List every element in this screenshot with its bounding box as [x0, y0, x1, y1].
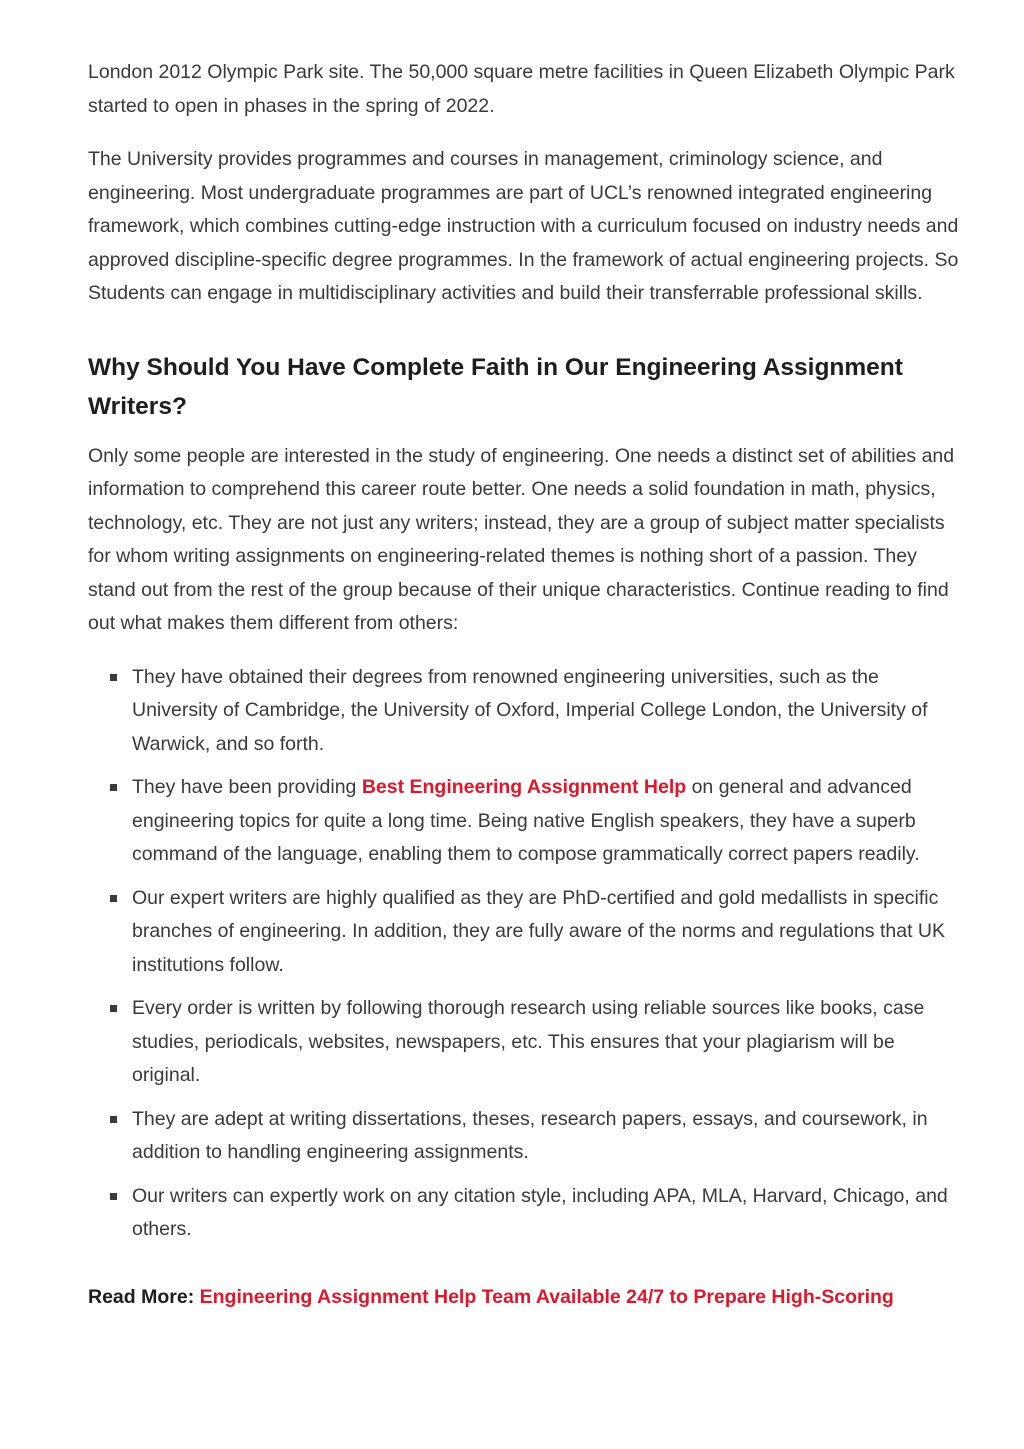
square-bullet-icon: [110, 1193, 117, 1200]
read-more-link[interactable]: Engineering Assignment Help Team Available 24/7 to Prepare High-Scoring: [199, 1285, 894, 1308]
qualities-list: [88, 661, 968, 1247]
square-bullet-icon: [110, 1005, 117, 1012]
square-bullet-icon: [110, 784, 117, 791]
list-item: [88, 1180, 968, 1247]
list-item-text: Our writers can expertly work on any citation style, including APA, MLA, Harvard, Chicago, and others.: [132, 1184, 948, 1240]
read-more-label: Read More:: [88, 1285, 200, 1308]
read-more: [88, 1281, 968, 1315]
list-item-text: They have obtained their degrees from renowned engineering universities, such as the University of Cambridge, the University of Oxford, Imperial College London, the University of Warwick, and so forth.: [132, 665, 928, 755]
intro-paragraph-1: London 2012 Olympic Park site. The 50,000 square metre facilities in Queen Elizabeth Olympic Park started to open in phases in the spring of 2022.: [88, 61, 955, 117]
list-item-text: Our expert writers are highly qualified as they are PhD-certified and gold medallists in specific branches of engineering. In addition, they are fully aware of the norms and regulations that UK institutions follow.: [132, 886, 945, 976]
list-item-text-before: They have been providing: [132, 776, 362, 798]
section-heading: Why Should You Have Complete Faith in Our Engineering Assignment Writers?: [88, 353, 903, 420]
list-item: [88, 882, 968, 983]
list-item: [88, 992, 968, 1093]
square-bullet-icon: [110, 895, 117, 902]
best-engineering-assignment-help-link[interactable]: Best Engineering Assignment Help: [361, 776, 687, 798]
list-item-text-after: on general and advanced engineering topics for quite a long time. Being native English speakers, they have a superb command of the language, enabling them to compose grammatically correct papers readily.: [132, 776, 920, 865]
list-item: [88, 661, 968, 762]
list-item: [88, 1103, 968, 1170]
list-item-text: Every order is written by following thorough research using reliable sources like books, case studies, periodicals, websites, newspapers, etc. This ensures that your plagiarism will be original.: [132, 997, 925, 1086]
list-item-text: They are adept at writing dissertations, theses, research papers, essays, and coursework, in addition to handling engineering assignments.: [132, 1107, 928, 1163]
section-paragraph: Only some people are interested in the study of engineering. One needs a distinct set of abilities and information to comprehend this career route better. One needs a solid foundation in math, physics, technology, etc. They are not just any writers; instead, they are a group of subject matter specialists for whom writing assignments on engineering-related themes is nothing short of a passion. They stand out from the rest of the group because of their unique characteristics. Continue reading to find out what makes them different from others:: [88, 444, 955, 634]
square-bullet-icon: [110, 674, 117, 681]
square-bullet-icon: [110, 1116, 117, 1123]
article-content: [88, 56, 968, 1314]
intro-paragraph-2: The University provides programmes and courses in management, criminology science, and engineering. Most undergraduate programmes are part of UCL’s renowned integrated engineering framework, which combines cutting-edge instruction with a curriculum focused on industry needs and approved discipline-specific degree programmes. In the framework of actual engineering projects. So Students can engage in multidisciplinary activities and build their transferrable professional skills.: [88, 148, 959, 304]
list-item: [88, 771, 968, 872]
